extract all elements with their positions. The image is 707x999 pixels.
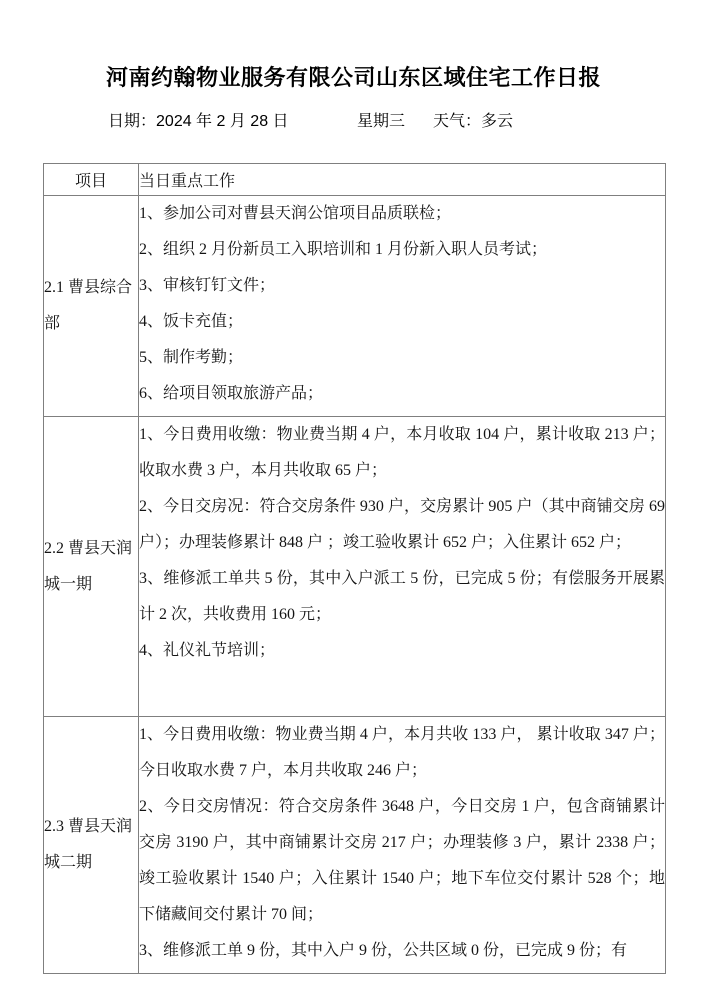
- project-label-tianruncheng-yiqi: 2.2 曹县天润城一期: [44, 417, 139, 717]
- header-project: 项目: [44, 164, 139, 196]
- table-row-tianrun-phase1: [44, 417, 666, 717]
- table-row-comprehensive-dept: [44, 196, 666, 417]
- weekday: 星期三: [357, 113, 406, 130]
- work-items-tianrun-phase1: [139, 417, 666, 717]
- weather-field: [433, 109, 513, 135]
- work-item: 4、饭卡充值；: [139, 313, 244, 330]
- project-label-tianruncheng-erqi: 2.3 曹县天润城二期: [44, 717, 139, 974]
- work-item: 3、审核钉钉文件；: [139, 277, 276, 294]
- date-line: [108, 109, 707, 135]
- daily-report-table: [43, 163, 666, 974]
- date-value: 2024 年 2 月 28 日: [156, 113, 289, 130]
- work-items-comprehensive-dept: [139, 196, 666, 417]
- date-field: [108, 109, 357, 135]
- project-label-caoxian-zonghebu: 2.1 曹县综合部: [44, 196, 139, 417]
- work-item: 1、参加公司对曹县天润公馆项目品质联检；: [139, 205, 452, 222]
- table-header-row: [44, 164, 666, 196]
- work-item: 4、礼仪礼节培训；: [139, 642, 276, 659]
- table-row-tianrun-phase2: [44, 717, 666, 974]
- date-label: 日期：: [108, 113, 157, 130]
- work-item: 1、今日费用收缴：物业费当期 4 户，本月共收 133 户， 累计收取 347 户；今日收取水费 7 户，本月共收取 246 户；: [139, 726, 665, 779]
- work-item: 1、今日费用收缴：物业费当期 4 户，本月收取 104 户，累计收取 213 户；收取水费 3 户，本月共收取 65 户；: [139, 426, 665, 479]
- weather-value: 多云: [481, 113, 514, 130]
- document-title: 河南约翰物业服务有限公司山东区域住宅工作日报: [105, 65, 601, 90]
- work-items-tianrun-phase2: [139, 717, 666, 974]
- header-daily-key-work: 当日重点工作: [139, 164, 666, 196]
- work-item: 3、维修派工单共 5 份，其中入户派工 5 份，已完成 5 份；有偿服务开展累计 2 次，共收费用 160 元；: [139, 570, 665, 623]
- work-item: 6、给项目领取旅游产品；: [139, 385, 324, 402]
- weather-label: 天气：: [433, 113, 482, 130]
- work-item: 2、今日交房情况：符合交房条件 3648 户，今日交房 1 户，包含商铺累计交房 3190 户，其中商铺累计交房 217 户；办理装修 3 户，累计 2338 户；竣工验收累计 1540 户；入住累计 1540 户；地下车位交付累计 528 个；地下储藏间交付累计 70 间；: [139, 798, 665, 923]
- work-item: 5、制作考勤；: [139, 349, 244, 366]
- work-item: 2、组织 2 月份新员工入职培训和 1 月份新入职人员考试；: [139, 241, 548, 258]
- work-item: 3、维修派工单 9 份，其中入户 9 份，公共区域 0 份，已完成 9 份；有: [139, 942, 628, 959]
- work-item: 2、今日交房况：符合交房条件 930 户，交房累计 905 户（其中商铺交房 69 户）；办理装修累计 848 户 ；竣工验收累计 652 户；入住累计 652 户；: [139, 498, 665, 551]
